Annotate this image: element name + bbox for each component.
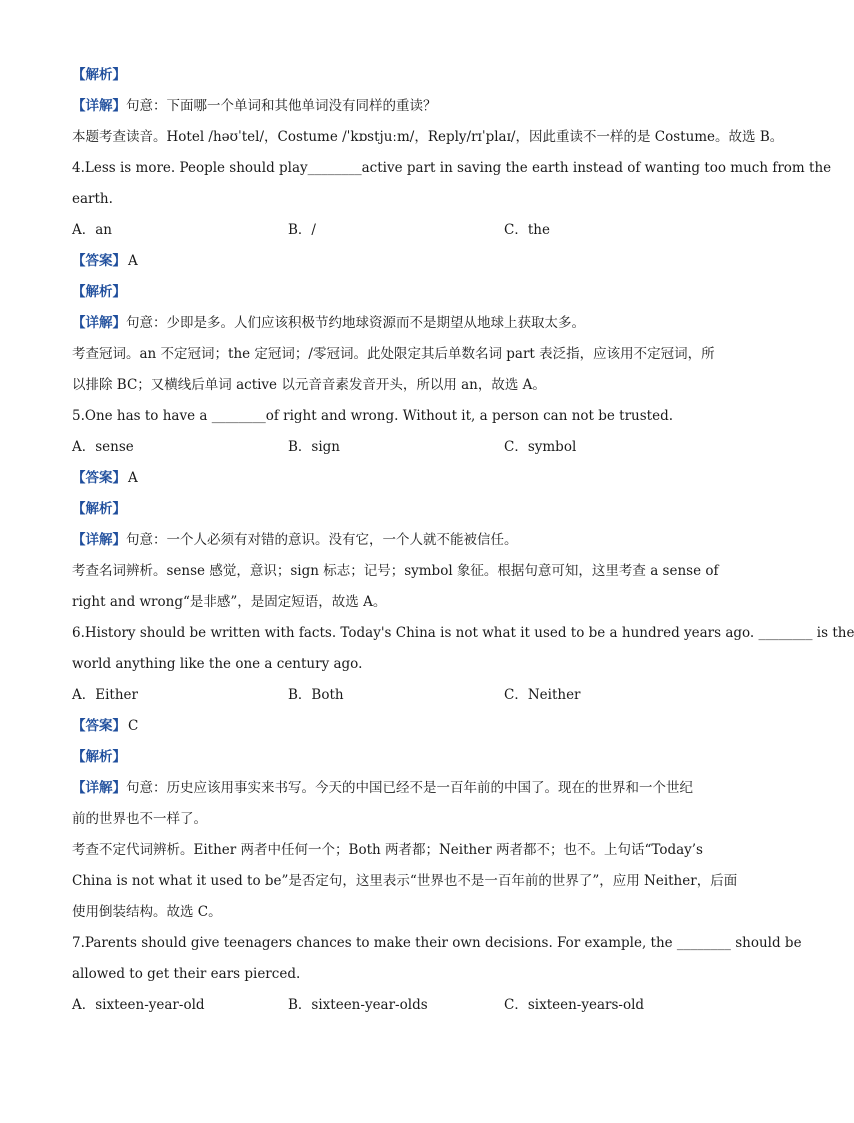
document-page — [72, 60, 854, 1021]
analysis-tag: 【解析】 — [72, 67, 126, 83]
answer-tag: 【答案】 — [72, 470, 126, 486]
q6-answer-value: C — [128, 718, 139, 734]
q5-options — [72, 432, 724, 463]
analysis-heading — [72, 277, 724, 308]
q4-detail — [72, 308, 724, 339]
analysis-tag: 【解析】 — [72, 284, 126, 300]
q5-explanation-line2: right and wrong“是非感”，是固定短语，故选 A。 — [72, 594, 387, 610]
q7-stem-line1: 7.Parents should give teenagers chances to make their own decisions. For example, the ________ should be — [72, 935, 802, 951]
q4-option-c: C．the — [504, 222, 550, 238]
q6-answer — [72, 711, 724, 742]
q6-stem-line2: world anything like the one a century ago. — [72, 656, 363, 672]
q7-option-c: C．sixteen-years-old — [504, 997, 645, 1013]
q5-explanation-line1: 考查名词辨析。sense 感觉，意识；sign 标志；记号；symbol 象征。根据句意可知，这里考查 a sense of — [72, 563, 719, 579]
q4-explanation-line1: 考查冠词。an 不定冠词；the 定冠词；/零冠词。此处限定其后单数名词 part 表泛指，应该用不定冠词，所 — [72, 346, 715, 362]
q6-option-a: A．Either — [72, 687, 138, 703]
detail-tag: 【详解】 — [72, 98, 126, 114]
q6-options — [72, 680, 724, 711]
q7-option-b: B．sixteen-year-olds — [288, 997, 428, 1013]
q5-detail — [72, 525, 724, 556]
q6-option-b: B．Both — [288, 687, 344, 703]
q7-options — [72, 990, 724, 1021]
q7-stem-line2: allowed to get their ears pierced. — [72, 966, 301, 982]
q4-options — [72, 215, 724, 246]
q4-stem-line2: earth. — [72, 191, 113, 207]
analysis-tag: 【解析】 — [72, 501, 126, 517]
q4-option-b: B．/ — [288, 222, 316, 238]
q3-explanation: 本题考查读音。Hotel /həʊˈtel/，Costume /ˈkɒstjuːm/，Reply/rɪˈplaɪ/，因此重读不一样的是 Costume。故选 B。 — [72, 129, 784, 145]
q6-explanation-line1: 考查不定代词辨析。Either 两者中任何一个；Both 两者都；Neither 两者都不；也不。上句话“Today’s — [72, 842, 703, 858]
q5-answer — [72, 463, 724, 494]
q4-detail-text: 句意：少即是多。人们应该积极节约地球资源而不是期望从地球上获取太多。 — [126, 315, 585, 331]
q5-option-c: C．symbol — [504, 439, 577, 455]
q3-detail — [72, 91, 724, 122]
q4-explanation-line2: 以排除 BC；又横线后单词 active 以元音音素发音开头，所以用 an，故选 A。 — [72, 377, 546, 393]
q6-detail-line1 — [72, 773, 724, 804]
q6-explanation-line3: 使用倒装结构。故选 C。 — [72, 904, 222, 920]
q4-stem-line1: 4.Less is more. People should play________active part in saving the earth instead of wanting too much from the — [72, 160, 832, 176]
q5-option-a: A．sense — [72, 439, 134, 455]
q6-detail-line2: 前的世界也不一样了。 — [72, 811, 207, 827]
q5-detail-text: 句意：一个人必须有对错的意识。没有它，一个人就不能被信任。 — [126, 532, 518, 548]
analysis-heading — [72, 494, 724, 525]
detail-tag: 【详解】 — [72, 532, 126, 548]
q3-detail-text: 句意：下面哪一个单词和其他单词没有同样的重读？ — [126, 98, 437, 114]
q6-detail-text: 句意：历史应该用事实来书写。今天的中国已经不是一百年前的中国了。现在的世界和一个世纪 — [126, 780, 693, 796]
detail-tag: 【详解】 — [72, 780, 126, 796]
q5-answer-value: A — [128, 470, 138, 486]
analysis-tag: 【解析】 — [72, 749, 126, 765]
q5-option-b: B．sign — [288, 439, 341, 455]
detail-tag: 【详解】 — [72, 315, 126, 331]
q7-option-a: A．sixteen-year-old — [72, 997, 205, 1013]
answer-tag: 【答案】 — [72, 253, 126, 269]
q4-answer — [72, 246, 724, 277]
q4-answer-value: A — [128, 253, 138, 269]
analysis-heading — [72, 742, 724, 773]
q6-option-c: C．Neither — [504, 687, 581, 703]
analysis-heading — [72, 60, 724, 91]
q4-option-a: A．an — [72, 222, 112, 238]
answer-tag: 【答案】 — [72, 718, 126, 734]
q6-explanation-line2: China is not what it used to be”是否定句，这里表示“世界也不是一百年前的世界了”，应用 Neither，后面 — [72, 873, 738, 889]
q5-stem-line1: 5.One has to have a ________of right and wrong. Without it, a person can not be trusted. — [72, 408, 674, 424]
q6-stem-line1: 6.History should be written with facts. Today's China is not what it used to be a hundred years ago. ________ is the — [72, 625, 854, 641]
